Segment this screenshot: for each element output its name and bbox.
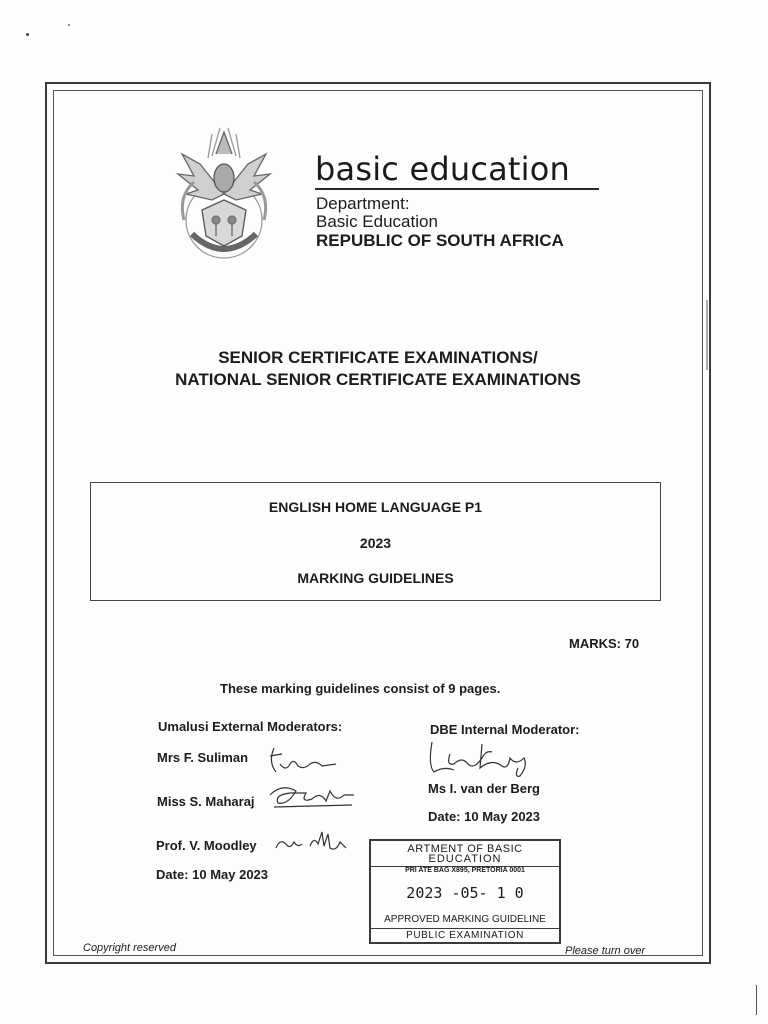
- scan-mark: [706, 300, 708, 370]
- stamp-department-line1: ARTMENT OF BASIC: [407, 843, 523, 855]
- scan-mark: [756, 985, 757, 1015]
- external-moderators-heading: Umalusi External Moderators:: [158, 719, 343, 734]
- country-name: REPUBLIC OF SOUTH AFRICA: [316, 231, 564, 250]
- subject-year: 2023: [359, 535, 392, 551]
- brand-wordmark: basic education: [315, 150, 571, 188]
- external-moderator-name: Prof. V. Moodley: [156, 838, 257, 853]
- signature-moodley: [270, 826, 354, 860]
- stamp-footer: PUBLIC EXAMINATION: [406, 930, 524, 941]
- document-type: MARKING GUIDELINES: [297, 570, 454, 586]
- brand-underline: [315, 188, 599, 190]
- department-label: Department:: [316, 194, 410, 213]
- subject-name: ENGLISH HOME LANGUAGE P1: [268, 499, 483, 515]
- signature-suliman: [264, 742, 344, 778]
- approval-stamp: [369, 839, 561, 944]
- stamp-address: PRI ATE BAG X895, PRETORIA 0001: [405, 867, 525, 874]
- marks-total: MARKS: 70: [569, 636, 640, 651]
- subject-box: [90, 482, 661, 601]
- exam-title-line1: SENIOR CERTIFICATE EXAMINATIONS/: [218, 348, 538, 367]
- stamp-approval: APPROVED MARKING GUIDELINE: [384, 914, 546, 925]
- turn-over-note: Please turn over: [565, 945, 646, 957]
- external-moderators-date: Date: 10 May 2023: [156, 867, 269, 882]
- internal-moderator-heading: DBE Internal Moderator:: [430, 722, 580, 737]
- scan-speck: [26, 33, 29, 36]
- exam-title-line2: NATIONAL SENIOR CERTIFICATE EXAMINATIONS: [175, 370, 581, 389]
- pages-note: These marking guidelines consist of 9 pages.: [220, 681, 501, 696]
- copyright-note: Copyright reserved: [83, 942, 176, 954]
- signature-van-der-berg: [424, 736, 544, 780]
- internal-moderator-name: Ms I. van der Berg: [428, 781, 540, 796]
- scan-speck: [68, 24, 70, 26]
- department-name: Basic Education: [316, 212, 438, 231]
- stamp-department-line2: EDUCATION: [428, 853, 502, 865]
- signature-maharaj: [266, 781, 358, 817]
- coat-of-arms-emblem: [172, 124, 276, 264]
- internal-moderator-date: Date: 10 May 2023: [428, 809, 541, 824]
- external-moderator-name: Miss S. Maharaj: [157, 794, 255, 809]
- stamp-date: 2023 -05- 1 0: [406, 884, 524, 902]
- external-moderator-name: Mrs F. Suliman: [157, 750, 249, 765]
